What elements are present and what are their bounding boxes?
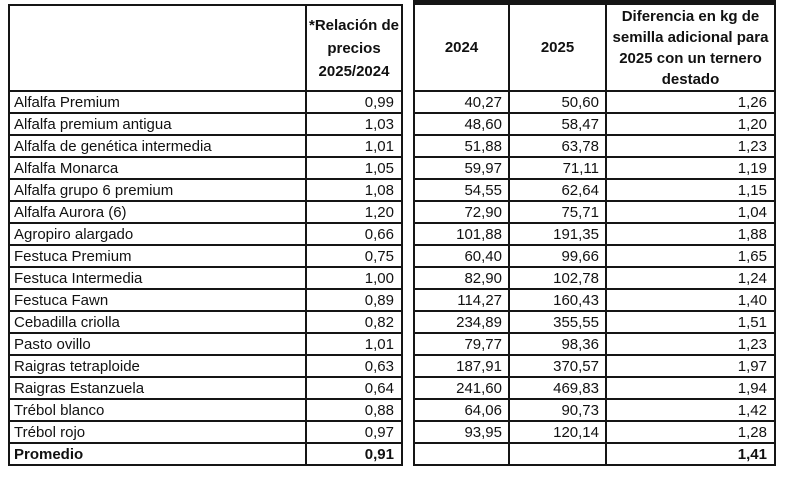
right-table-row — [415, 200, 774, 222]
diff-kg-value: 1,24 — [605, 268, 774, 288]
right-table-row — [415, 244, 774, 266]
price-2025-value: 50,60 — [508, 92, 605, 112]
diff-kg-value: 1,97 — [605, 356, 774, 376]
price-2025-value: 62,64 — [508, 180, 605, 200]
left-table-row — [10, 266, 401, 288]
year-2024-column-header: 2024 — [444, 39, 479, 56]
price-2024-value — [415, 444, 508, 464]
right-table-row — [415, 266, 774, 288]
diff-kg-value: 1,51 — [605, 312, 774, 332]
price-2024-value: 241,60 — [456, 379, 502, 397]
species-name: Raigras tetraploide — [14, 357, 140, 375]
price-2025-value: 469,83 — [508, 378, 605, 398]
price-ratio-value: 0,75 — [305, 246, 401, 266]
diff-kg-value: 1,04 — [605, 202, 774, 222]
left-table-row — [10, 90, 401, 112]
difference-column-header: Diferencia en kg de semilla adicional para 2025 con un ternero destado — [605, 5, 774, 90]
species-name: Festuca Intermedia — [14, 269, 143, 287]
species-name: Trébol blanco — [14, 401, 105, 419]
species-name: Trébol rojo — [14, 423, 86, 441]
right-table-row — [415, 156, 774, 178]
diff-kg-value: 1,94 — [605, 378, 774, 398]
right-table-row — [415, 310, 774, 332]
diff-kg-value: 1,65 — [605, 246, 774, 266]
diff-kg-value: 1,23 — [605, 136, 774, 156]
left-table-row — [10, 244, 401, 266]
diff-kg-value: 1,15 — [605, 180, 774, 200]
species-name: Alfalfa de genética intermedia — [14, 137, 212, 155]
right-table-row — [415, 332, 774, 354]
price-2024-value: 82,90 — [464, 269, 502, 287]
price-2025-value — [508, 444, 605, 464]
left-table-row — [10, 332, 401, 354]
price-2024-value: 51,88 — [464, 137, 502, 155]
price-2024-value: 234,89 — [456, 313, 502, 331]
price-comparison-table — [413, 0, 776, 466]
price-ratio-value: 0,66 — [305, 224, 401, 244]
species-name: Cebadilla criolla — [14, 313, 120, 331]
price-ratio-value: 1,01 — [305, 334, 401, 354]
right-table-row — [415, 112, 774, 134]
left-table-row — [10, 288, 401, 310]
price-2024-value: 187,91 — [456, 357, 502, 375]
left-table-row — [10, 156, 401, 178]
right-table-row — [415, 398, 774, 420]
species-name: Promedio — [14, 445, 84, 463]
price-ratio-value: 0,97 — [305, 422, 401, 442]
left-table-row — [10, 112, 401, 134]
left-table-row — [10, 420, 401, 442]
right-table-row — [415, 134, 774, 156]
price-2025-value: 99,66 — [508, 246, 605, 266]
left-table-row — [10, 354, 401, 376]
right-table-row — [415, 376, 774, 398]
right-table-row — [415, 222, 774, 244]
price-2024-value: 60,40 — [464, 247, 502, 265]
left-table-row — [10, 222, 401, 244]
diff-kg-value: 1,23 — [605, 334, 774, 354]
diff-kg-value: 1,42 — [605, 400, 774, 420]
species-price-ratio-table — [8, 4, 403, 466]
left-table-header — [10, 6, 401, 90]
right-table-row — [415, 288, 774, 310]
diff-kg-value: 1,20 — [605, 114, 774, 134]
price-ratio-value: 1,20 — [305, 202, 401, 222]
right-table-row — [415, 420, 774, 442]
left-table-row — [10, 134, 401, 156]
right-table-rows — [415, 90, 774, 464]
right-table-header — [415, 5, 774, 90]
left-table-row — [10, 200, 401, 222]
price-ratio-value: 1,00 — [305, 268, 401, 288]
price-2024-value: 40,27 — [464, 93, 502, 111]
price-ratio-value: 0,99 — [305, 92, 401, 112]
species-name: Alfalfa Monarca — [14, 159, 119, 177]
left-table-row — [10, 442, 401, 464]
price-2025-value: 58,47 — [508, 114, 605, 134]
price-2025-value: 160,43 — [508, 290, 605, 310]
price-2024-value: 48,60 — [464, 115, 502, 133]
price-2024-value: 72,90 — [464, 203, 502, 221]
price-2025-value: 90,73 — [508, 400, 605, 420]
right-table-row — [415, 354, 774, 376]
left-table-row — [10, 376, 401, 398]
price-ratio-column-header: *Relación de precios 2025/2024 — [305, 6, 401, 90]
price-2024-value: 93,95 — [464, 423, 502, 441]
price-2025-value: 63,78 — [508, 136, 605, 156]
species-name: Alfalfa Premium — [14, 93, 120, 111]
left-table-row — [10, 398, 401, 420]
price-2024-value: 101,88 — [456, 225, 502, 243]
price-2025-value: 98,36 — [508, 334, 605, 354]
price-ratio-value: 1,08 — [305, 180, 401, 200]
price-ratio-value: 0,91 — [305, 444, 401, 464]
species-column-header — [10, 6, 305, 90]
left-table-row — [10, 310, 401, 332]
price-ratio-value: 0,89 — [305, 290, 401, 310]
species-name: Festuca Fawn — [14, 291, 109, 309]
left-table-row — [10, 178, 401, 200]
price-2024-value: 54,55 — [464, 181, 502, 199]
price-2025-value: 191,35 — [508, 224, 605, 244]
species-name: Alfalfa premium antigua — [14, 115, 172, 133]
right-table-row — [415, 90, 774, 112]
price-ratio-value: 1,01 — [305, 136, 401, 156]
right-table-row — [415, 178, 774, 200]
price-ratio-value: 1,03 — [305, 114, 401, 134]
year-2025-column-header: 2025 — [508, 5, 605, 90]
diff-kg-value: 1,28 — [605, 422, 774, 442]
species-name: Alfalfa Aurora (6) — [14, 203, 127, 221]
price-2024-value: 114,27 — [457, 291, 502, 309]
right-table-row — [415, 442, 774, 464]
price-ratio-value: 0,64 — [305, 378, 401, 398]
price-2024-value: 64,06 — [464, 401, 502, 419]
price-ratio-value: 0,88 — [305, 400, 401, 420]
species-name: Alfalfa grupo 6 premium — [14, 181, 174, 199]
price-ratio-value: 0,82 — [305, 312, 401, 332]
diff-kg-value: 1,26 — [605, 92, 774, 112]
species-name: Pasto ovillo — [14, 335, 91, 353]
species-name: Raigras Estanzuela — [14, 379, 145, 397]
price-2025-value: 75,71 — [508, 202, 605, 222]
diff-kg-value: 1,41 — [605, 444, 774, 464]
price-2025-value: 355,55 — [508, 312, 605, 332]
price-ratio-value: 1,05 — [305, 158, 401, 178]
price-2024-value: 59,97 — [464, 159, 502, 177]
left-table-rows — [10, 90, 401, 464]
diff-kg-value: 1,88 — [605, 224, 774, 244]
price-ratio-value: 0,63 — [305, 356, 401, 376]
price-2024-value: 79,77 — [464, 335, 502, 353]
price-2025-value: 102,78 — [508, 268, 605, 288]
diff-kg-value: 1,19 — [605, 158, 774, 178]
price-2025-value: 370,57 — [508, 356, 605, 376]
price-2025-value: 71,11 — [508, 158, 605, 178]
diff-kg-value: 1,40 — [605, 290, 774, 310]
species-name: Festuca Premium — [14, 247, 132, 265]
price-2025-value: 120,14 — [508, 422, 605, 442]
species-name: Agropiro alargado — [14, 225, 134, 243]
